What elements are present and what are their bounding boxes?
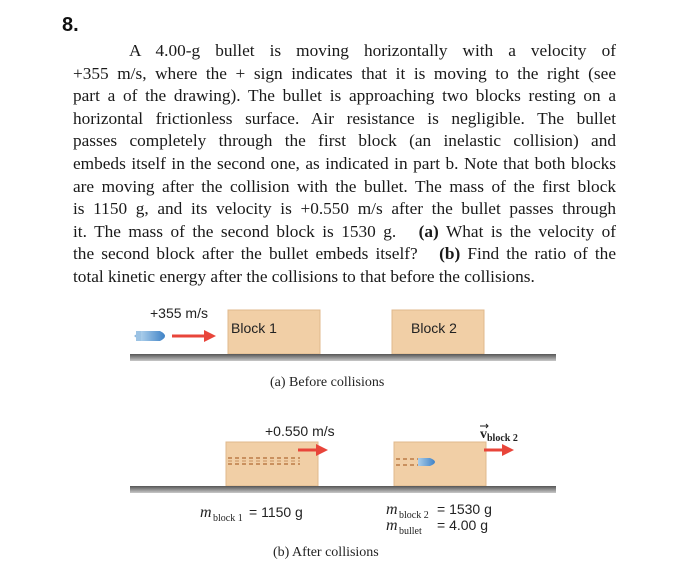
- bullet-mass-sub: bullet: [399, 526, 422, 537]
- bullet-icon: [134, 331, 165, 341]
- block-2-label: Block 2: [411, 320, 457, 336]
- block-1-label: Block 1: [231, 320, 277, 336]
- problem-line: it. The mass of the second block is 1530 g.: [73, 221, 397, 241]
- bullet-mass-symbol: m: [386, 517, 398, 534]
- part-b-label: (b): [439, 244, 461, 264]
- problem-line: A 4.00-g bullet is moving horizontally with a velocity of: [129, 41, 616, 60]
- problem-line: part a of the drawing). The bullet is approaching two blocks resting on a: [73, 86, 616, 106]
- block-1-mass-symbol: m: [200, 504, 212, 521]
- block-1-velocity-label: +0.550 m/s: [265, 423, 335, 439]
- problem-line: +355 m/s, where the + sign indicates that it is moving to the right (see: [73, 63, 616, 83]
- block-2-mass-sub: block 2: [399, 510, 429, 521]
- surface-after: [130, 486, 556, 493]
- embedded-bullet-icon: [418, 458, 435, 466]
- block-1-mass-sub: block 1: [213, 513, 243, 524]
- block-2-velocity-sub: block 2: [487, 433, 518, 444]
- block-1-mass-label: [200, 504, 303, 524]
- block-2-mass-symbol: m: [386, 501, 398, 518]
- problem-line: the second block after the bullet embeds itself?: [73, 244, 418, 264]
- problem-line: are moving after the collision with the bullet. The mass of the first block: [73, 176, 616, 196]
- caption-before: (a) Before collisions: [270, 375, 385, 390]
- block-2-mass-value: = 1530 g: [437, 501, 492, 517]
- problem-number: 8.: [62, 14, 79, 36]
- bullet-mass-value: = 4.00 g: [437, 517, 488, 533]
- block-2-after: [394, 442, 486, 486]
- problem-line: horizontal frictionless surface. Air resistance is negligible. The bullet: [73, 108, 616, 128]
- problem-line: total kinetic energy after the collisions to that before the collisions.: [73, 266, 535, 286]
- block-2-velocity-label: [480, 424, 518, 444]
- part-a-tail: What is the velocity of: [445, 221, 616, 241]
- caption-after: (b) After collisions: [273, 545, 379, 560]
- problem-line: embeds itself in the second one, as indicated in part b. Note that both blocks: [73, 153, 616, 173]
- part-b-tail: Find the ratio of the: [467, 244, 616, 264]
- surface-before: [130, 354, 556, 361]
- bullet-velocity-arrow: [172, 330, 216, 342]
- bullet-velocity-label: +355 m/s: [150, 305, 208, 321]
- part-a-label: (a): [418, 221, 439, 241]
- block-1-mass-value: = 1150 g: [249, 504, 303, 520]
- block-2-velocity-symbol: v: [480, 427, 487, 442]
- problem-line: passes completely through the first block (an inelastic collision) and: [73, 131, 616, 151]
- block-2-velocity-arrow: [484, 444, 514, 456]
- problem-line: is 1150 g, and its velocity is +0.550 m/s after the bullet passes through: [73, 199, 616, 219]
